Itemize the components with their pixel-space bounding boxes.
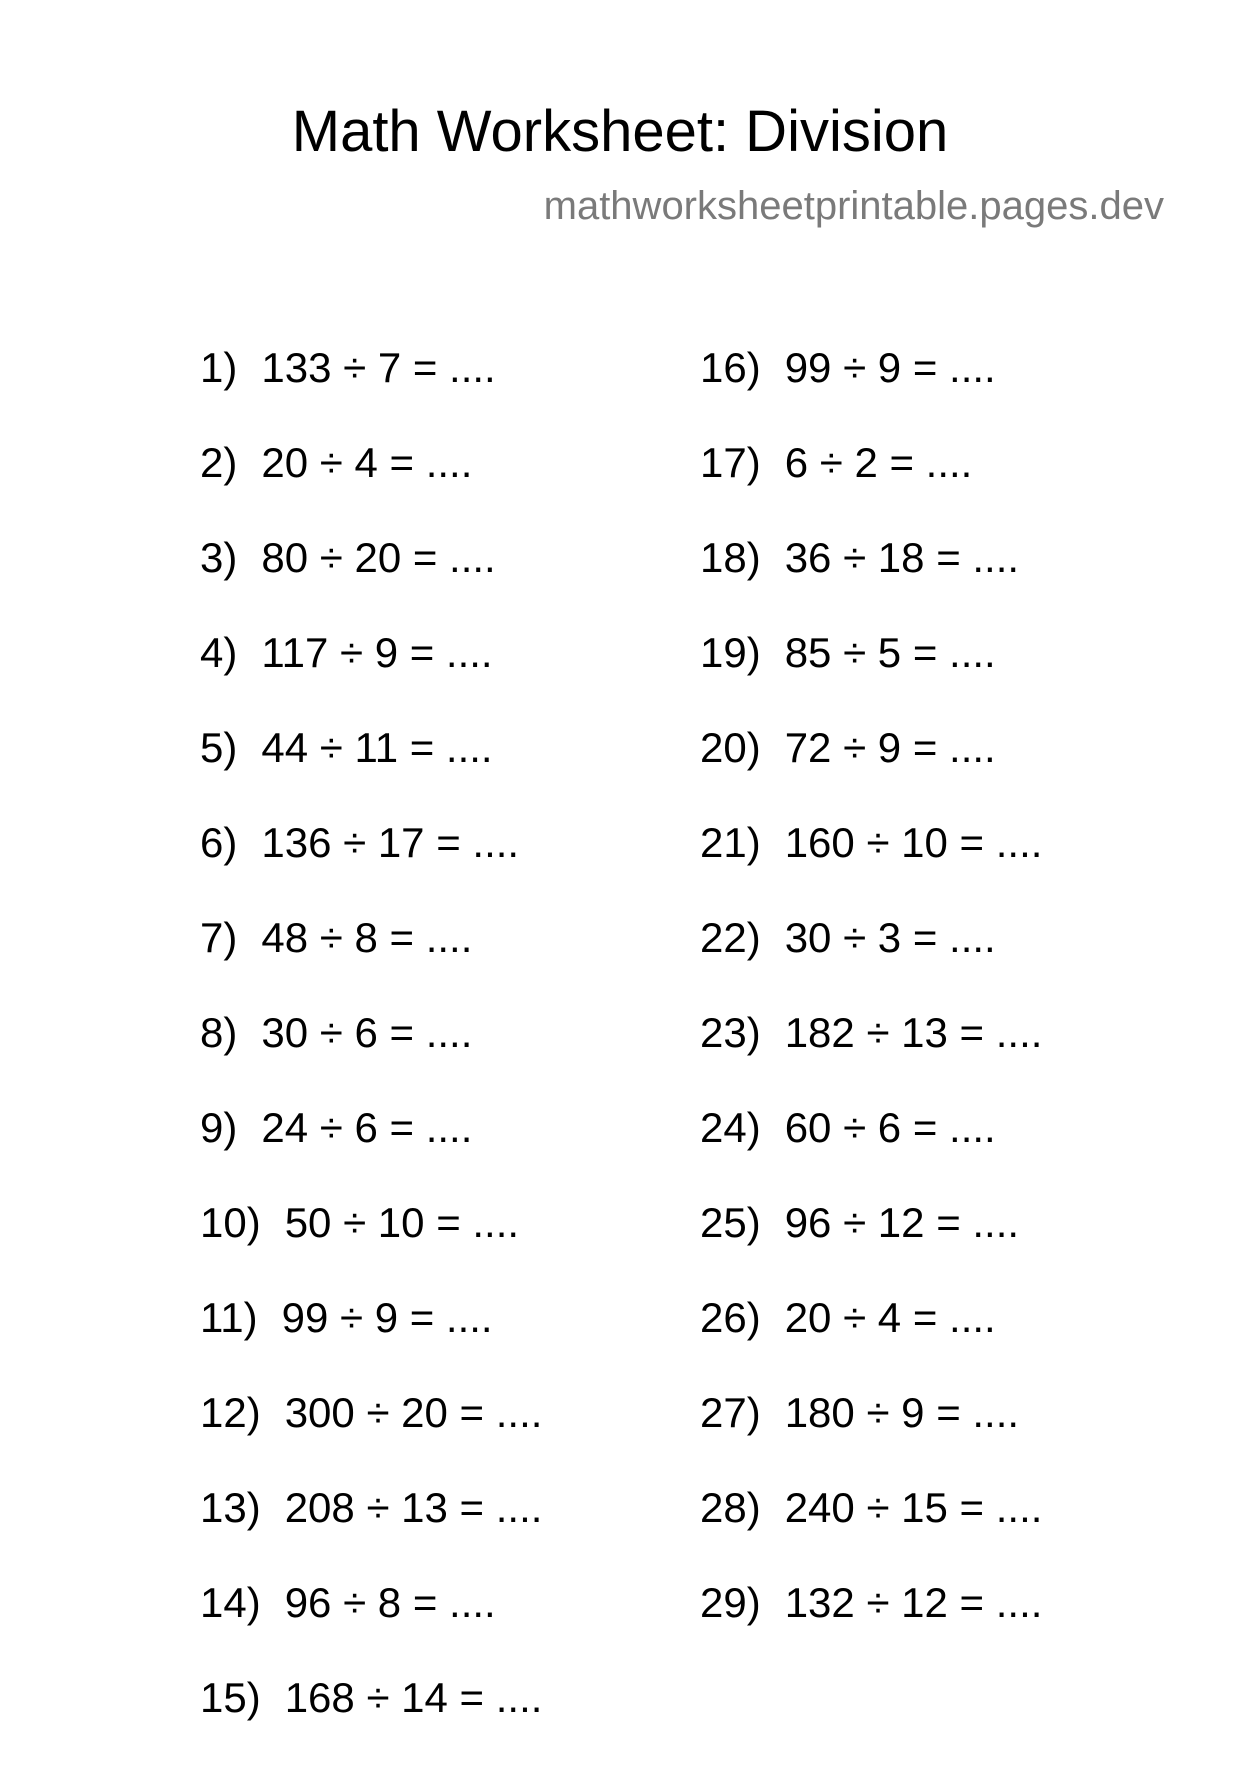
problem-list [200, 342, 1160, 1767]
problem-item [700, 532, 1160, 627]
problem-expression: 240 ÷ 15 = .... [784, 1484, 1043, 1531]
problem-number: 29) [700, 1579, 761, 1626]
problem-item [700, 1102, 1160, 1197]
problem-number: 20) [700, 724, 761, 771]
problem-expression: 72 ÷ 9 = .... [784, 724, 996, 771]
problem-expression: 24 ÷ 6 = .... [261, 1104, 473, 1151]
worksheet-title: Math Worksheet: Division [291, 99, 949, 164]
problem-item [700, 1482, 1160, 1577]
problem-item [700, 1387, 1160, 1482]
problem-number: 19) [700, 629, 761, 676]
problem-number: 12) [200, 1389, 261, 1436]
problem-item [200, 722, 700, 817]
problem-item [700, 1292, 1160, 1387]
problem-expression: 117 ÷ 9 = .... [261, 629, 493, 676]
problem-item [200, 1387, 700, 1482]
problem-expression: 48 ÷ 8 = .... [261, 914, 473, 961]
problem-item [700, 627, 1160, 722]
problem-expression: 50 ÷ 10 = .... [284, 1199, 520, 1246]
problem-item [200, 1672, 700, 1767]
problem-item [700, 722, 1160, 817]
problem-item [200, 342, 700, 437]
problem-expression: 85 ÷ 5 = .... [784, 629, 996, 676]
problem-item [700, 912, 1160, 1007]
problem-item [700, 342, 1160, 437]
problem-number: 8) [200, 1009, 238, 1056]
problem-item [200, 1102, 700, 1197]
problem-expression: 30 ÷ 3 = .... [784, 914, 996, 961]
problem-expression: 30 ÷ 6 = .... [261, 1009, 473, 1056]
problem-item [200, 437, 700, 532]
problem-item [700, 437, 1160, 532]
problem-item [700, 1197, 1160, 1292]
problem-number: 13) [200, 1484, 261, 1531]
problem-expression: 44 ÷ 11 = .... [261, 724, 493, 771]
problem-number: 9) [200, 1104, 238, 1151]
problem-item [200, 1577, 700, 1672]
problem-item [200, 1197, 700, 1292]
problem-item [700, 817, 1160, 912]
problem-number: 26) [700, 1294, 761, 1341]
problem-expression: 96 ÷ 12 = .... [784, 1199, 1020, 1246]
problem-number: 24) [700, 1104, 761, 1151]
problem-expression: 182 ÷ 13 = .... [784, 1009, 1043, 1056]
problem-item [200, 1292, 700, 1387]
problem-number: 25) [700, 1199, 761, 1246]
problem-number: 7) [200, 914, 238, 961]
problem-number: 2) [200, 439, 238, 486]
problem-item [200, 1482, 700, 1577]
problem-item [200, 817, 700, 912]
problem-number: 15) [200, 1674, 261, 1721]
problem-number: 6) [200, 819, 238, 866]
problem-expression: 136 ÷ 17 = .... [261, 819, 520, 866]
problem-number: 1) [200, 344, 238, 391]
problem-number: 14) [200, 1579, 261, 1626]
problem-expression: 6 ÷ 2 = .... [784, 439, 973, 486]
problem-number: 11) [200, 1294, 258, 1341]
problem-expression: 99 ÷ 9 = .... [784, 344, 996, 391]
problem-item [200, 912, 700, 1007]
problem-expression: 20 ÷ 4 = .... [784, 1294, 996, 1341]
problem-expression: 208 ÷ 13 = .... [284, 1484, 543, 1531]
problem-number: 27) [700, 1389, 761, 1436]
problem-expression: 300 ÷ 20 = .... [284, 1389, 543, 1436]
problem-number: 28) [700, 1484, 761, 1531]
problem-number: 21) [700, 819, 761, 866]
problem-number: 18) [700, 534, 761, 581]
problem-expression: 60 ÷ 6 = .... [784, 1104, 996, 1151]
problem-number: 10) [200, 1199, 261, 1246]
problem-expression: 20 ÷ 4 = .... [261, 439, 473, 486]
problem-expression: 96 ÷ 8 = .... [284, 1579, 496, 1626]
problem-item [700, 1007, 1160, 1102]
problem-number: 17) [700, 439, 761, 486]
problem-number: 22) [700, 914, 761, 961]
problem-expression: 36 ÷ 18 = .... [784, 534, 1020, 581]
problem-expression: 133 ÷ 7 = .... [261, 344, 496, 391]
problem-number: 23) [700, 1009, 761, 1056]
problem-item [200, 532, 700, 627]
problem-expression: 168 ÷ 14 = .... [284, 1674, 543, 1721]
problem-expression: 132 ÷ 12 = .... [784, 1579, 1043, 1626]
problem-number: 16) [700, 344, 761, 391]
problem-expression: 180 ÷ 9 = .... [784, 1389, 1020, 1436]
problem-expression: 80 ÷ 20 = .... [261, 534, 496, 581]
source-url: mathworksheetprintable.pages.dev [543, 184, 1164, 228]
problem-item [200, 1007, 700, 1102]
problem-item [700, 1577, 1160, 1672]
problem-expression: 160 ÷ 10 = .... [784, 819, 1043, 866]
problem-number: 3) [200, 534, 238, 581]
problem-item [200, 627, 700, 722]
problem-expression: 99 ÷ 9 = .... [281, 1294, 493, 1341]
problem-number: 5) [200, 724, 238, 771]
problem-number: 4) [200, 629, 238, 676]
